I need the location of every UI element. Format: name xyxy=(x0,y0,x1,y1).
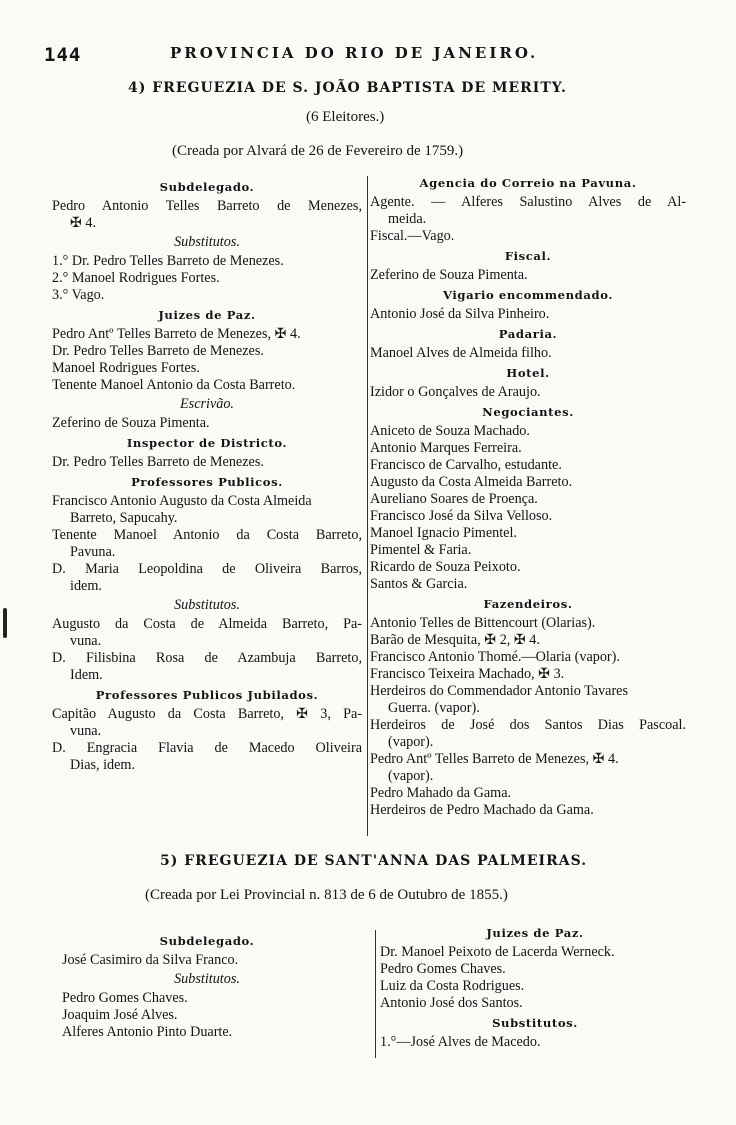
section-heading: Hotel. xyxy=(506,366,550,380)
subheading: Substitutos. xyxy=(174,971,240,987)
entry-continuation: ✠ 4. xyxy=(70,215,97,231)
entry-line: Santos & Garcia. xyxy=(370,576,468,592)
entry-line: Aureliano Soares de Proença. xyxy=(370,491,538,507)
entry-line: 1.°—José Alves de Macedo. xyxy=(380,1034,541,1050)
entry-line: Fiscal.—Vago. xyxy=(370,228,455,244)
section-5-creation: (Creada por Lei Provincial n. 813 de 6 de Outubro de 1855.) xyxy=(145,887,508,903)
section-heading: Inspector de Districto. xyxy=(126,436,288,450)
section-heading: Fiscal. xyxy=(504,249,552,263)
entry-continuation: meida. xyxy=(388,211,427,227)
entry-line: Pedro Gomes Chaves. xyxy=(380,961,506,977)
section-heading: Fazendeiros. xyxy=(483,597,573,611)
entry-line: Herdeiros de Pedro Machado da Gama. xyxy=(370,802,594,818)
entry-line: Herdeiros do Commendador Antonio Tavares xyxy=(370,683,629,699)
section-heading: Substitutos. xyxy=(492,1016,578,1030)
entry-line: Alferes Antonio Pinto Duarte. xyxy=(62,1024,233,1040)
section-heading: Professores Publicos. xyxy=(131,475,283,489)
section-heading: Professores Publicos Jubilados. xyxy=(95,688,319,702)
entry-line: Izidor o Gonçalves de Araujo. xyxy=(370,384,541,400)
section-heading: Agencia do Correio na Pavuna. xyxy=(419,176,637,190)
margin-mark xyxy=(3,608,7,638)
entry-line: Francisco Teixeira Machado, ✠ 3. xyxy=(370,666,565,682)
entry-continuation: Barreto, Sapucahy. xyxy=(70,510,178,526)
entry-continuation: vuna. xyxy=(70,723,102,739)
section-heading: Vigario encommendado. xyxy=(443,288,613,302)
entry-line: Augusto da Costa de Almeida Barreto, Pa- xyxy=(52,616,362,632)
entry-line: Pedro Antonio Telles Barreto de Menezes, xyxy=(52,198,362,214)
entry-line: Francisco Antonio Augusto da Costa Almeida xyxy=(52,493,312,509)
section-heading: Juizes de Paz. xyxy=(486,926,584,940)
entry-continuation: idem. xyxy=(70,578,102,594)
entry-continuation: Dias, idem. xyxy=(70,757,136,773)
entry-continuation: Idem. xyxy=(70,667,103,683)
entry-line: Joaquim José Alves. xyxy=(62,1007,178,1023)
entry-line: Manoel Alves de Almeida filho. xyxy=(370,345,552,361)
entry-line: Herdeiros de José dos Santos Dias Pascoal. xyxy=(370,717,686,733)
entry-line: Ricardo de Souza Peixoto. xyxy=(370,559,521,575)
column-rule xyxy=(367,176,368,836)
column-rule xyxy=(375,930,376,1058)
entry-line: D. Maria Leopoldina de Oliveira Barros, xyxy=(52,561,362,577)
section-4-creation: (Creada por Alvará de 26 de Fevereiro de 1759.) xyxy=(172,143,464,159)
section-5-right-column xyxy=(380,922,690,1051)
section-5-left-column xyxy=(62,930,352,1041)
entry-line: Capitão Augusto da Costa Barreto, ✠ 3, Pa- xyxy=(52,706,362,722)
entry-line: Francisco de Carvalho, estudante. xyxy=(370,457,562,473)
entry-line: Pedro Antº Telles Barreto de Menezes, ✠ 4. xyxy=(52,326,301,342)
entry-line: Luiz da Costa Rodrigues. xyxy=(380,978,525,994)
section-heading: Negociantes. xyxy=(482,405,574,419)
entry-line: Zeferino de Souza Pimenta. xyxy=(52,415,210,431)
section-heading: Padaria. xyxy=(498,327,558,341)
entry-line: Tenente Manoel Antonio da Costa Barreto, xyxy=(52,527,362,543)
section-4-electors: (6 Eleitores.) xyxy=(306,109,385,125)
section-heading: Subdelegado. xyxy=(159,934,255,948)
entry-line: Francisco Antonio Thomé.—Olaria (vapor). xyxy=(370,649,620,665)
entry-line: Pedro Mahado da Gama. xyxy=(370,785,512,801)
subheading: Substitutos. xyxy=(174,597,240,613)
entry-line: Tenente Manoel Antonio da Costa Barreto. xyxy=(52,377,296,393)
entry-line: Dr. Pedro Telles Barreto de Menezes. xyxy=(52,343,264,359)
entry-continuation: Pavuna. xyxy=(70,544,116,560)
entry-line: Manoel Ignacio Pimentel. xyxy=(370,525,517,541)
section-4-title: 4) FREGUEZIA DE S. JOÃO BAPTISTA DE MERITY. xyxy=(128,80,567,96)
entry-continuation: vuna. xyxy=(70,633,102,649)
entry-line: Dr. Manoel Peixoto de Lacerda Werneck. xyxy=(380,944,615,960)
entry-line: Francisco José da Silva Velloso. xyxy=(370,508,553,524)
running-head: PROVINCIA DO RIO DE JANEIRO. xyxy=(170,44,539,62)
entry-line: Augusto da Costa Almeida Barreto. xyxy=(370,474,573,490)
subheading: Substitutos. xyxy=(174,234,240,250)
entry-continuation: (vapor). xyxy=(388,768,434,784)
entry-line: Antonio Marques Ferreira. xyxy=(370,440,522,456)
entry-line: Agente. — Alferes Salustino Alves de Al- xyxy=(370,194,686,210)
entry-continuation: Guerra. (vapor). xyxy=(388,700,480,716)
entry-continuation: (vapor). xyxy=(388,734,434,750)
entry-line: 3.° Vago. xyxy=(52,287,105,303)
entry-line: D. Filisbina Rosa de Azambuja Barreto, xyxy=(52,650,362,666)
entry-line: Zeferino de Souza Pimenta. xyxy=(370,267,528,283)
entry-line: 2.° Manoel Rodrigues Fortes. xyxy=(52,270,220,286)
entry-line: Manoel Rodrigues Fortes. xyxy=(52,360,200,376)
section-heading: Juizes de Paz. xyxy=(158,308,256,322)
subheading: Escrivão. xyxy=(180,396,234,412)
entry-line: Antonio Telles de Bittencourt (Olarias). xyxy=(370,615,596,631)
entry-line: Barão de Mesquita, ✠ 2, ✠ 4. xyxy=(370,632,540,648)
entry-line: Pedro Gomes Chaves. xyxy=(62,990,188,1006)
page-number: 144 xyxy=(44,44,82,66)
entry-line: D. Engracia Flavia de Macedo Oliveira xyxy=(52,740,362,756)
section-4-left-column xyxy=(52,176,362,774)
section-5-title: 5) FREGUEZIA DE SANT'ANNA DAS PALMEIRAS. xyxy=(160,853,588,869)
section-heading: Subdelegado. xyxy=(159,180,255,194)
entry-line: Antonio José dos Santos. xyxy=(380,995,523,1011)
entry-line: Antonio José da Silva Pinheiro. xyxy=(370,306,550,322)
entry-line: Aniceto de Souza Machado. xyxy=(370,423,530,439)
entry-line: José Casimiro da Silva Franco. xyxy=(62,952,239,968)
entry-line: Dr. Pedro Telles Barreto de Menezes. xyxy=(52,454,264,470)
entry-line: Pimentel & Faria. xyxy=(370,542,472,558)
section-4-right-column xyxy=(370,172,686,819)
entry-line: 1.° Dr. Pedro Telles Barreto de Menezes. xyxy=(52,253,284,269)
entry-line: Pedro Antº Telles Barreto de Menezes, ✠ 4. xyxy=(370,751,619,767)
